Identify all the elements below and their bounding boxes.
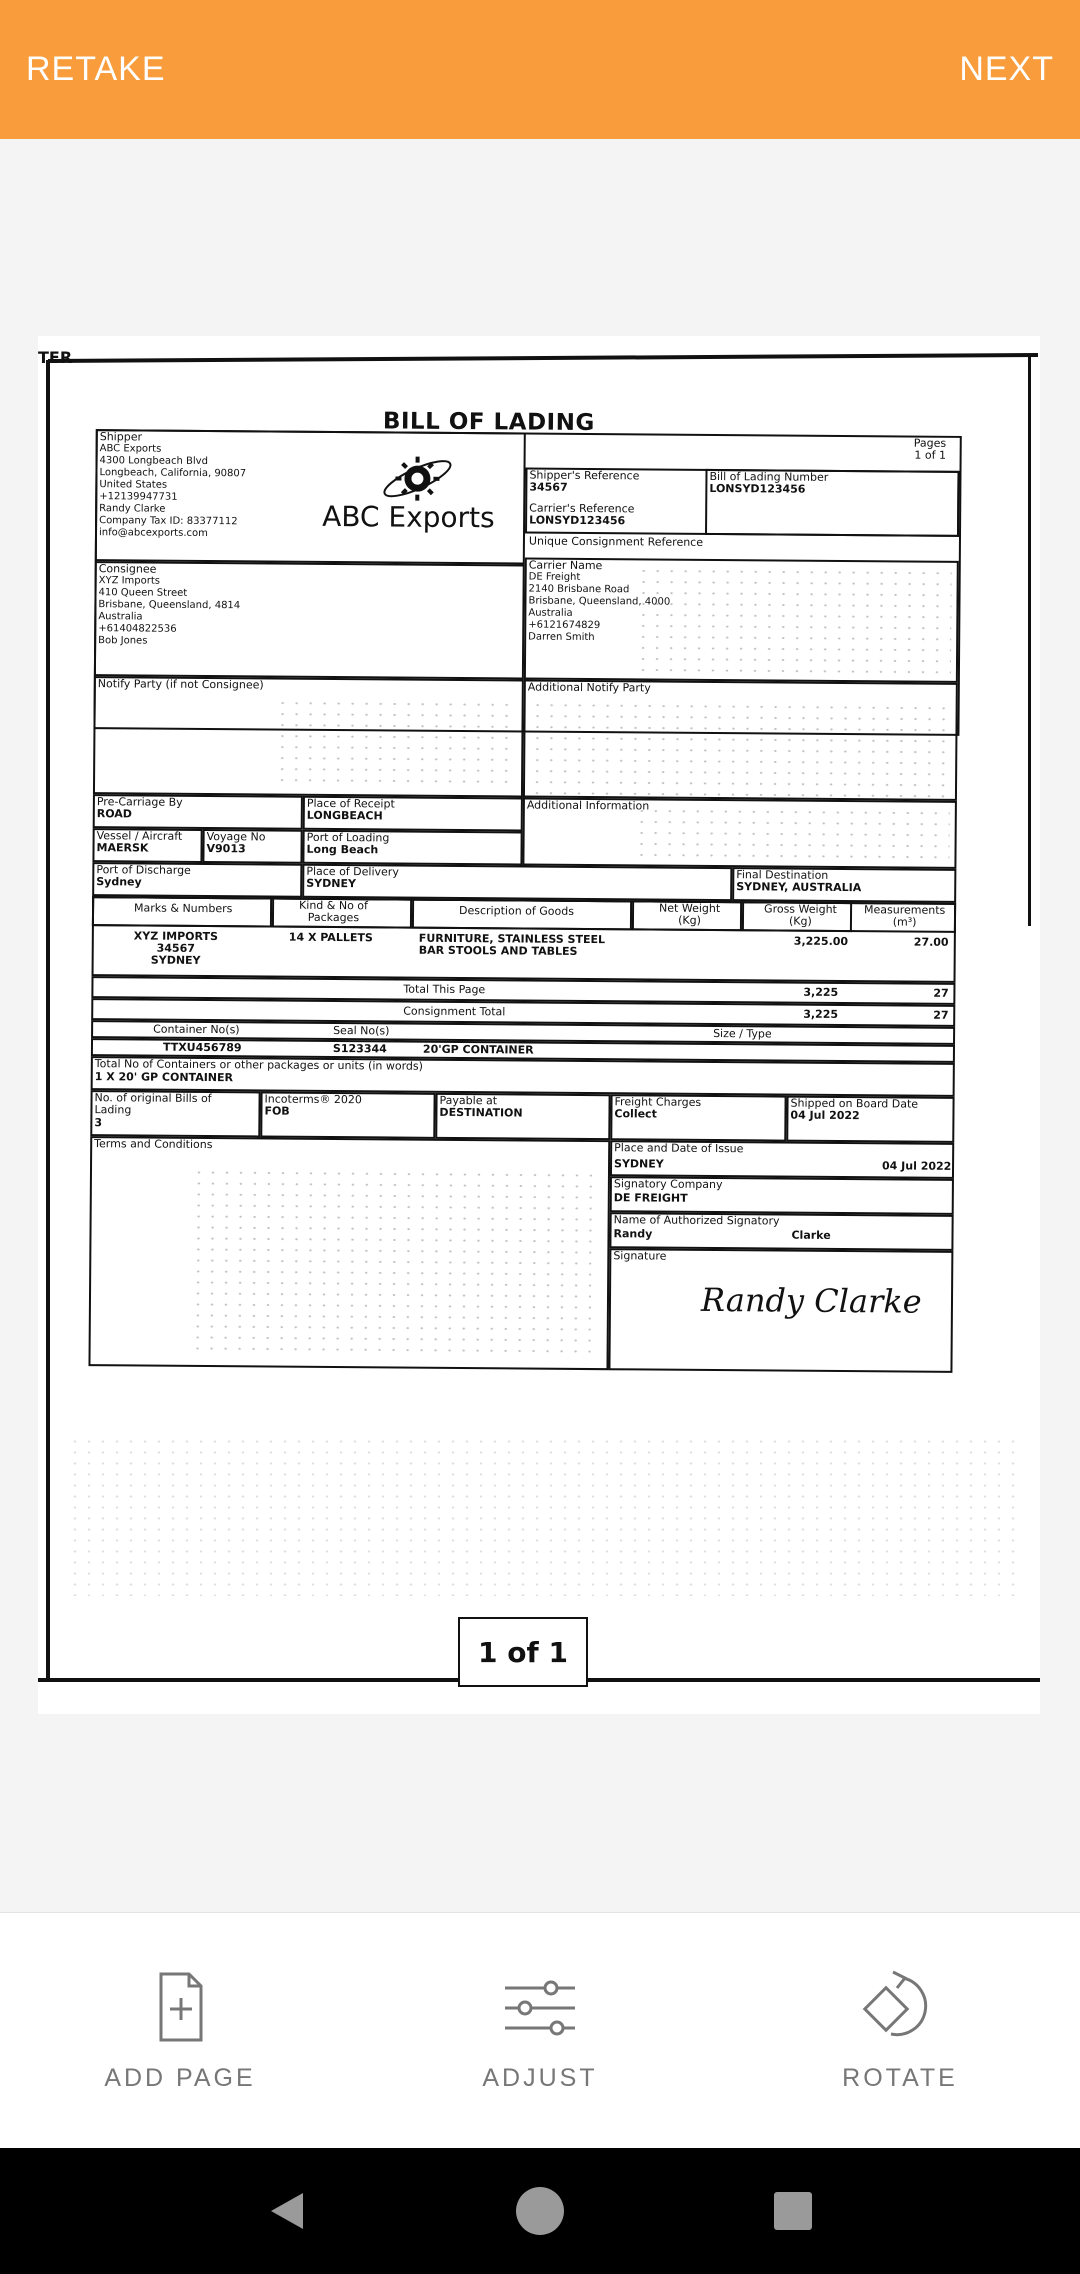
description-value: FURNITURE, STAINLESS STEEL BAR STOOLS AND TABLES: [418, 931, 606, 958]
pages-label: Pages 1 of 1: [913, 436, 947, 462]
corner-tag: TER: [38, 348, 73, 367]
authorized-signatory-label: Name of Authorized Signatory: [613, 1213, 780, 1228]
marks-value: XYZ IMPORTS 34567 SYDNEY: [133, 929, 218, 967]
port-discharge: Sydney: [96, 875, 142, 889]
issue-place: SYDNEY: [614, 1157, 664, 1171]
carrier-details: DE Freight 2140 Brisbane Road Brisbane, Queensland, 4000 Australia +6121674829 Darren Smith: [528, 571, 671, 644]
bol-number: LONSYD123456: [709, 481, 806, 496]
bill-of-lading: [70, 406, 978, 1413]
consignee-label: Consignee: [98, 562, 157, 576]
final-destination-label: Final Destination: [736, 868, 829, 882]
scan-noise: [191, 1167, 592, 1360]
size-label: Size / Type: [713, 1027, 772, 1041]
home-button[interactable]: [508, 2179, 572, 2243]
terms-label: Terms and Conditions: [94, 1137, 213, 1152]
description-header: Description of Goods: [458, 904, 575, 918]
freight: Collect: [614, 1107, 657, 1121]
place-delivery: SYDNEY: [306, 876, 357, 891]
total-containers-label: Total No of Containers or other packages or units (in words): [94, 1057, 423, 1073]
paper-edge-right: [1028, 356, 1031, 926]
shippers-reference: 34567: [529, 480, 568, 494]
signatory-last-name: Clarke: [791, 1228, 831, 1242]
paper-edge-top: [48, 353, 1038, 363]
paper-edge-left: [46, 360, 50, 1680]
add-page-button[interactable]: [50, 1968, 310, 2093]
carrier-name-label: Carrier Name: [528, 558, 603, 573]
recents-icon: [771, 2189, 815, 2233]
carriers-reference: LONSYD123456: [529, 513, 626, 528]
add-page-label: ADD PAGE: [104, 2064, 256, 2092]
consignment-total-meas: 27: [933, 1008, 949, 1022]
scan-noise: [636, 565, 952, 677]
rotate-button[interactable]: [770, 1968, 1030, 2093]
voyage: V9013: [206, 842, 246, 856]
top-app-bar: [0, 0, 1080, 139]
original-bills: 3: [94, 1116, 103, 1130]
place-receipt: LONGBEACH: [306, 808, 383, 823]
seal-number: S123344: [332, 1042, 387, 1056]
place-delivery-label: Place of Delivery: [306, 864, 399, 879]
recents-button[interactable]: [761, 2179, 825, 2243]
bottom-action-bar: [0, 1912, 1080, 2148]
signature: Randy Clarke: [700, 1280, 922, 1321]
scan-noise: [530, 700, 951, 798]
place-date-issue-label: Place and Date of Issue: [614, 1141, 744, 1156]
rotate-label: ROTATE: [842, 2064, 958, 2092]
incoterms: FOB: [264, 1104, 290, 1118]
kind-header: Kind & No of Packages: [299, 898, 368, 925]
incoterms-label: Incoterms® 2020: [264, 1092, 362, 1107]
original-bills-label: No. of original Bills of Lading: [94, 1091, 212, 1117]
signatory-company: DE FREIGHT: [613, 1191, 688, 1205]
bol-number-label: Bill of Lading Number: [709, 469, 829, 484]
voyage-label: Voyage No: [206, 830, 266, 844]
freight-label: Freight Charges: [614, 1095, 702, 1109]
shipped-label: Shipped on Board Date: [790, 1096, 919, 1111]
size-type: 20'GP CONTAINER: [422, 1042, 534, 1057]
carriers-reference-label: Carrier's Reference: [529, 501, 635, 516]
kind-value: 14 X PALLETS: [288, 930, 373, 945]
scan-noise: [275, 698, 516, 790]
additional-notify-label: Additional Notify Party: [527, 680, 651, 695]
additional-info-label: Additional Information: [526, 798, 650, 813]
payable-label: Payable at: [439, 1093, 498, 1108]
shipped-date: 04 Jul 2022: [790, 1108, 860, 1123]
sliders-icon: [501, 1968, 579, 2046]
total-page-gross: 3,225: [803, 985, 839, 999]
issue-date: 04 Jul 2022: [882, 1159, 952, 1173]
total-page-label: Total This Page: [403, 982, 486, 997]
scanned-document[interactable]: [38, 336, 1040, 1714]
total-page-meas: 27: [933, 986, 949, 1000]
final-destination: SYDNEY, AUSTRALIA: [736, 880, 862, 895]
payable: DESTINATION: [439, 1105, 523, 1120]
retake-button[interactable]: RETAKE: [26, 50, 166, 88]
precarriage: ROAD: [96, 807, 133, 821]
shipper-label: Shipper: [99, 430, 143, 444]
shipper-details: ABC Exports 4300 Longbeach Blvd Longbeach, California, 90807 United States +12139947731 Randy Clarke Company Tax ID: 83377112 info@abcexports.com: [98, 443, 247, 540]
consignee-details: XYZ Imports 410 Queen Street Brisbane, Queensland, 4814 Australia +61404822536 Bob Jones: [98, 575, 241, 647]
notify-label: Notify Party (if not Consignee): [97, 677, 264, 692]
signatory-first-name: Randy: [613, 1227, 653, 1241]
consignment-total-label: Consignment Total: [403, 1004, 506, 1019]
seal-label: Seal No(s): [333, 1024, 390, 1038]
shippers-reference-label: Shipper's Reference: [529, 468, 640, 483]
marks-header: Marks & Numbers: [134, 901, 233, 916]
vessel-label: Vessel / Aircraft: [96, 829, 183, 843]
port-loading-label: Port of Loading: [306, 830, 390, 845]
back-button[interactable]: [255, 2179, 319, 2243]
measurements-header: Measurements (m³): [864, 903, 946, 929]
port-discharge-label: Port of Discharge: [96, 863, 191, 877]
document-title: BILL OF LADING: [382, 408, 595, 437]
signatory-company-label: Signatory Company: [613, 1177, 723, 1192]
adjust-label: ADJUST: [482, 2064, 598, 2092]
rotate-icon: [861, 1968, 939, 2046]
precarriage-label: Pre-Carriage By: [96, 795, 183, 809]
scan-noise: [68, 1436, 1018, 1596]
vessel: MAERSK: [96, 841, 149, 855]
abc-exports-logo-text: ABC Exports: [322, 499, 495, 535]
measurements-value: 27.00: [913, 935, 949, 949]
total-containers: 1 X 20' GP CONTAINER: [94, 1070, 234, 1085]
back-icon: [263, 2187, 311, 2235]
net-weight-header: Net Weight (Kg): [659, 901, 721, 927]
next-button[interactable]: NEXT: [959, 50, 1054, 88]
page-number: 1 of 1: [458, 1617, 588, 1687]
place-receipt-label: Place of Receipt: [306, 796, 395, 811]
container-label: Container No(s): [153, 1022, 240, 1037]
consignment-total-gross: 3,225: [803, 1007, 839, 1021]
port-loading: Long Beach: [306, 842, 379, 857]
scan-noise: [634, 805, 949, 862]
ucr-label: Unique Consignment Reference: [528, 534, 704, 549]
gross-value: 3,225.00: [793, 934, 849, 949]
adjust-button[interactable]: [410, 1968, 670, 2093]
gross-weight-header: Gross Weight (Kg): [764, 902, 837, 928]
container-number: TTXU456789: [162, 1040, 242, 1055]
system-navigation-bar: [0, 2148, 1080, 2274]
signature-label: Signature: [613, 1249, 667, 1263]
add-page-icon: [141, 1968, 219, 2046]
home-icon: [514, 2185, 566, 2237]
